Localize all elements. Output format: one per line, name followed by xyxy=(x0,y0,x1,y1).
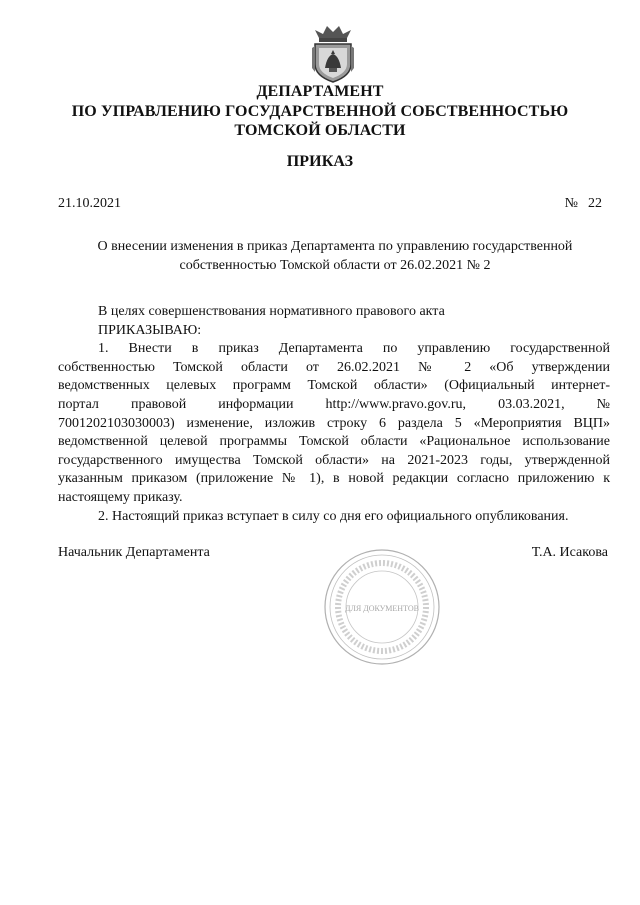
order-keyword: ПРИКАЗЫВАЮ: xyxy=(98,322,202,338)
department-title-line-2: ПО УПРАВЛЕНИЮ ГОСУДАРСТВЕННОЙ СОБСТВЕННОСТЬЮ xyxy=(71,103,569,120)
document-date: 21.10.2021 xyxy=(58,196,121,211)
item-1-line: портал правовой информации http://www.pravo.gov.ru, 03.03.2021, № xyxy=(58,396,610,412)
signatory-name: Т.А. Исакова xyxy=(531,545,608,560)
number-sign: № xyxy=(564,196,578,211)
number-value: 22 xyxy=(588,196,602,211)
order-body xyxy=(58,303,610,526)
purpose-paragraph: В целях совершенствования нормативного правового акта xyxy=(98,304,445,319)
official-stamp-icon xyxy=(323,548,441,666)
signatory-position: Начальник Департамента xyxy=(58,545,210,560)
document-type: ПРИКАЗ xyxy=(286,153,354,170)
stamp-text: ДЛЯ ДОКУМЕНТОВ xyxy=(345,604,419,613)
item-1-line: 1. Внести в приказ Департамента по управлению государственной xyxy=(98,341,610,357)
coat-of-arms-icon xyxy=(311,24,355,84)
item-1-line: собственностью Томской области от 26.02.2021 № 2 «Об утверждении xyxy=(58,359,610,375)
item-1-line: 7001202103030003) изменение, изложив строку 6 раздела 5 «Мероприятия ВЦП» xyxy=(58,415,610,431)
item-1-line: настоящему приказу. xyxy=(58,489,183,505)
item-1-paragraph xyxy=(58,340,610,507)
item-1-line: ведомственной целевой программы Томской области «Рациональное использование xyxy=(58,434,610,450)
order-title-line-2: собственностью Томской области от 26.02.2021 № 2 xyxy=(179,258,491,273)
item-1-line: государственного имущества Томской области» на 2021-2023 годы, утвержденной xyxy=(58,452,610,468)
department-title-line-3: ТОМСКОЙ ОБЛАСТИ xyxy=(234,122,406,139)
item-1-line: ведомственных целевых программ Томской области» (Официальный интернет- xyxy=(58,378,610,394)
document-number xyxy=(565,196,602,212)
department-title-line-1: ДЕПАРТАМЕНТ xyxy=(256,83,384,100)
order-title-line-1: О внесении изменения в приказ Департамента по управлению государственной xyxy=(97,239,573,254)
item-1-line: указанным приказом (приложение № 1), в новой редакции согласно приложению к xyxy=(58,471,610,487)
item-2-paragraph: 2. Настоящий приказ вступает в силу со дня его официального опубликования. xyxy=(98,508,569,524)
